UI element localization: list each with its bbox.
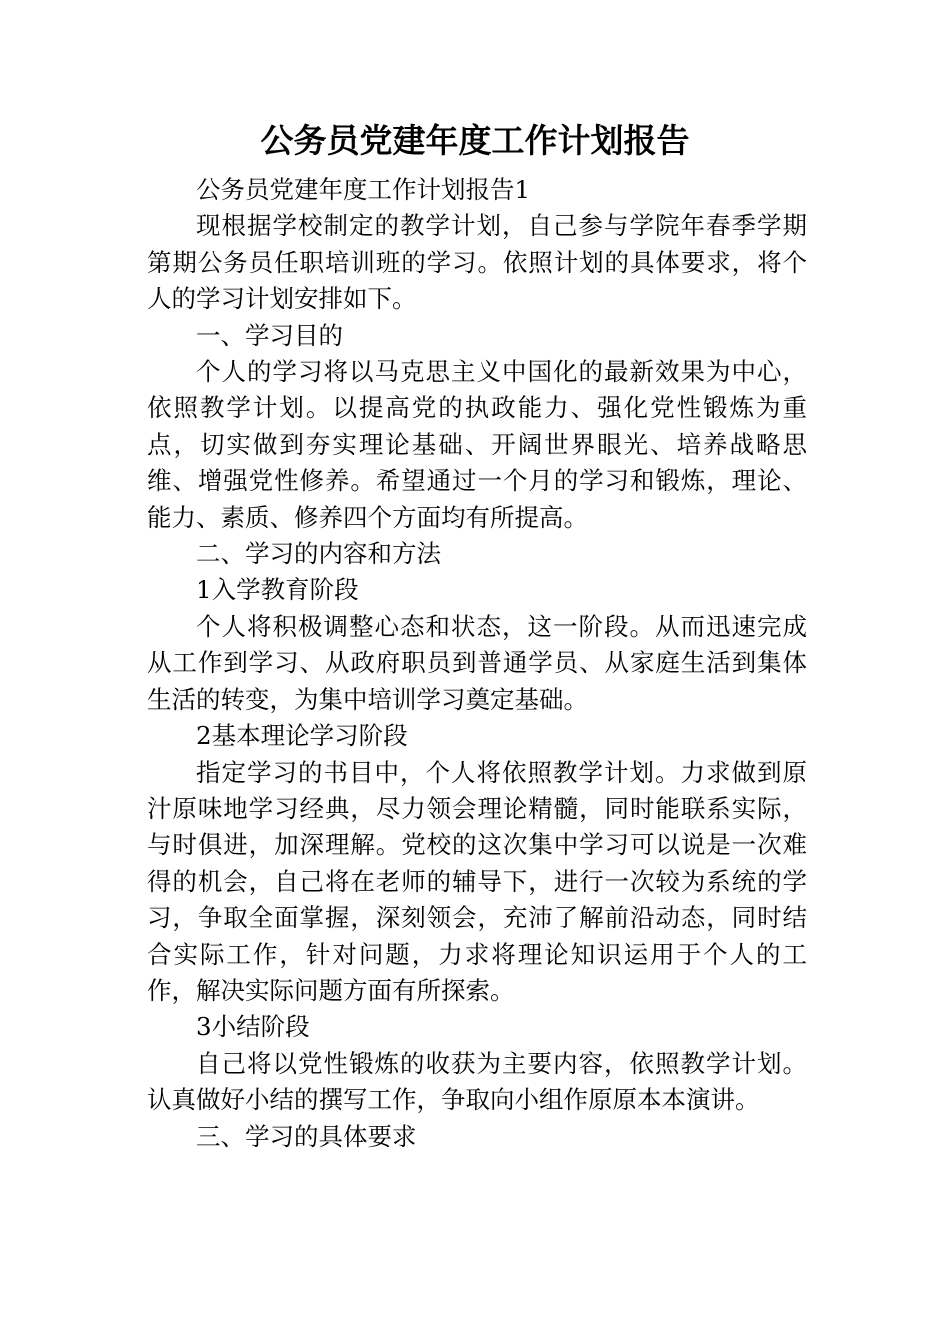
heading-stage-1: 1入学教育阶段	[196, 575, 359, 605]
document-body	[147, 172, 807, 1155]
paragraph-stage-2: 指定学习的书目中，个人将依照教学计划。力求做到原汁原味地学习经典，尽力领会理论精髓，同时能联系实际，与时俱进，加深理解。党校的这次集中学习可以说是一次难得的机会，自己将在老师的辅导下，进行一次较为系统的学习，争取全面掌握，深刻领会，充沛了解前沿动态，同时结合实际工作，针对问题，力求将理论知识运用于个人的工作，解决实际问题方面有所探索。	[147, 757, 807, 1005]
paragraph-intro: 现根据学校制定的教学计划，自己参与学院年春季学期第期公务员任职培训班的学习。依照计划的具体要求，将个人的学习计划安排如下。	[147, 211, 807, 314]
heading-section-3: 三、学习的具体要求	[196, 1121, 417, 1151]
heading-stage-2: 2基本理论学习阶段	[196, 721, 408, 751]
paragraph-subtitle: 公务员党建年度工作计划报告1	[196, 175, 531, 204]
heading-section-2: 二、学习的内容和方法	[196, 539, 441, 569]
heading-stage-3: 3小结阶段	[196, 1012, 310, 1042]
heading-section-1: 一、学习目的	[196, 320, 343, 350]
paragraph-purpose: 个人的学习将以马克思主义中国化的最新效果为中心，依照教学计划。以提高党的执政能力、强化党性锻炼为重点，切实做到夯实理论基础、开阔世界眼光、培养战略思维、增强党性修养。希望通过一个月的学习和锻炼，理论、能力、素质、修养四个方面均有所提高。	[147, 357, 807, 532]
document-title: 公务员党建年度工作计划报告	[260, 121, 690, 160]
paragraph-stage-1: 个人将积极调整心态和状态，这一阶段。从而迅速完成从工作到学习、从政府职员到普通学员、从家庭生活到集体生活的转变，为集中培训学习奠定基础。	[147, 611, 807, 714]
paragraph-stage-3: 自己将以党性锻炼的收获为主要内容，依照教学计划。认真做好小结的撰写工作，争取向小组作原原本本演讲。	[147, 1048, 807, 1115]
